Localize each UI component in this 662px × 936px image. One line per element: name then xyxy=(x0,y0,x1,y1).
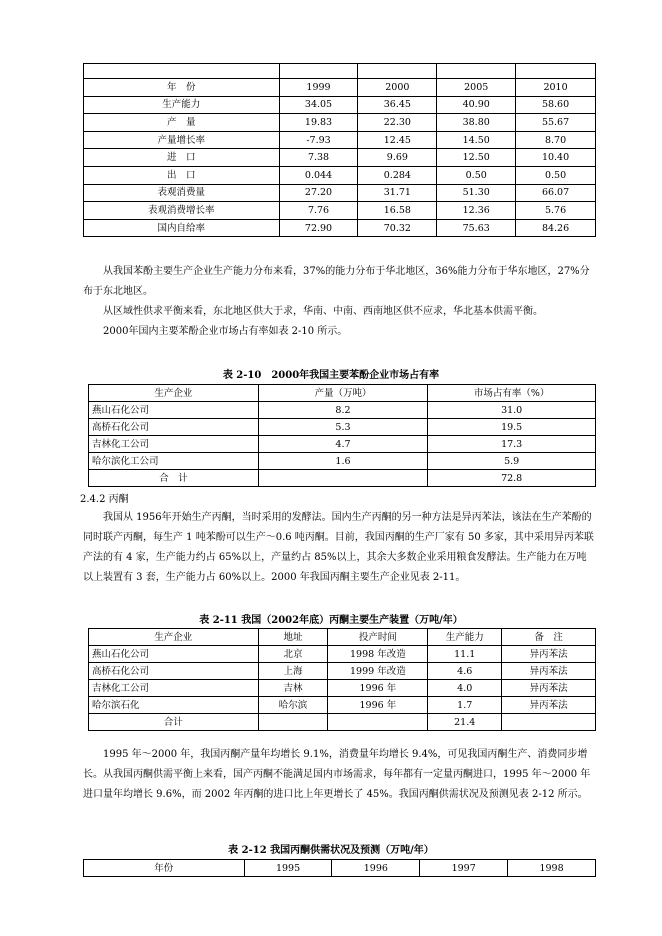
table-cell xyxy=(328,714,428,731)
table-cell: 36.45 xyxy=(358,96,437,114)
table-cell: 38.80 xyxy=(437,114,516,132)
table-row xyxy=(84,202,596,220)
table-cell: 11.1 xyxy=(428,646,502,663)
table-row xyxy=(89,646,596,663)
table-cell: 哈尔滨 xyxy=(258,697,328,714)
table-cell: 84.26 xyxy=(516,219,596,237)
table-cell: 异丙苯法 xyxy=(502,646,596,663)
table-cell: 7.76 xyxy=(279,202,358,220)
header-cell: 2010 xyxy=(516,79,596,97)
table-header-row xyxy=(89,385,596,402)
row-label: 表观消费量 xyxy=(84,184,280,202)
header-cell: 生产能力 xyxy=(428,629,502,646)
table-cell: 12.45 xyxy=(358,131,437,149)
paragraph: 1995 年～2000 年，我国丙酮产量年均增长 9.1%，消费量年均增长 9.4%，可见我国丙酮生产、消费同步增长。从我国丙酮供需平衡上来看，国产丙酮不能满足国内市场需求，每年都有一定量丙酮进口，1995 年～2000 年进口量年均增长 9.6%，而 2002 年丙酮的进口比上年更增长了 45%。我国丙酮供需状况及预测见表 2-12 所示。 xyxy=(83,749,591,800)
header-cell: 投产时间 xyxy=(328,629,428,646)
table-row xyxy=(84,114,596,132)
header-cell: 产量（万吨） xyxy=(258,385,428,402)
table-cell: 14.50 xyxy=(437,131,516,149)
table-row xyxy=(89,402,596,419)
header-cell: 1995 xyxy=(244,860,332,877)
row-label: 产量增长率 xyxy=(84,131,280,149)
table-cell: 北京 xyxy=(258,646,328,663)
table-cell: -7.93 xyxy=(279,131,358,149)
table-row xyxy=(84,149,596,167)
row-label: 哈尔滨化工公司 xyxy=(89,453,259,470)
table-cell: 22.30 xyxy=(358,114,437,132)
table-caption: 表 2-12 我国丙酮供需状况及预测（万吨/年） xyxy=(228,845,434,856)
phenol-distribution-text xyxy=(83,262,596,342)
table-row xyxy=(89,663,596,680)
header-cell: 备 注 xyxy=(502,629,596,646)
table-cell: 51.30 xyxy=(437,184,516,202)
table-cell: 0.044 xyxy=(279,166,358,184)
header-cell: 生产企业 xyxy=(89,629,259,646)
table-blank-row xyxy=(84,64,596,79)
table-cell: 吉林 xyxy=(258,680,328,697)
table-cell: 1.7 xyxy=(428,697,502,714)
table-row xyxy=(89,453,596,470)
table-cell: 0.50 xyxy=(516,166,596,184)
table-cell: 10.40 xyxy=(516,149,596,167)
header-cell: 1997 xyxy=(420,860,508,877)
table-cell: 40.90 xyxy=(437,96,516,114)
header-cell: 2005 xyxy=(437,79,516,97)
table-cell: 75.63 xyxy=(437,219,516,237)
table-cell: 1998 年改造 xyxy=(328,646,428,663)
table-cell: 19.83 xyxy=(279,114,358,132)
phenol-market-share-table xyxy=(88,384,596,487)
row-label: 吉林化工公司 xyxy=(89,436,259,453)
table-row xyxy=(84,184,596,202)
row-label: 燕山石化公司 xyxy=(89,646,259,663)
acetone-intro-text xyxy=(83,508,596,588)
header-cell: 1996 xyxy=(332,860,420,877)
paragraph: 从区域性供求平衡来看，东北地区供大于求，华南、中南、西南地区供不应求，华北基本供需平衡。 xyxy=(103,306,543,317)
table-cell: 55.67 xyxy=(516,114,596,132)
row-label: 生产能力 xyxy=(84,96,280,114)
table-cell: 21.4 xyxy=(428,714,502,731)
table-cell: 72.8 xyxy=(428,470,596,487)
table-cell: 9.69 xyxy=(358,149,437,167)
row-label: 合 计 xyxy=(89,470,259,487)
row-label: 燕山石化公司 xyxy=(89,402,259,419)
paragraph: 2000年国内主要苯酚企业市场占有率如表 2-10 所示。 xyxy=(103,326,348,337)
section-heading: 2.4.2 丙酮 xyxy=(80,494,129,505)
acetone-producers-table xyxy=(88,628,596,731)
table-header-row xyxy=(84,79,596,97)
row-label: 出 口 xyxy=(84,166,280,184)
table-cell: 12.50 xyxy=(437,149,516,167)
table-row xyxy=(89,680,596,697)
table-cell: 5.3 xyxy=(258,419,428,436)
paragraph: 从我国苯酚主要生产企业生产能力分布来看，37%的能力分布于华北地区，36%能力分布于华东地区，27%分布于东北地区。 xyxy=(83,266,590,297)
table-caption: 表 2-11 我国（2002年底）丙酮主要生产装置（万吨/年） xyxy=(199,615,463,626)
table-header-row xyxy=(84,860,596,877)
header-cell: 生产企业 xyxy=(89,385,259,402)
table-cell xyxy=(502,714,596,731)
table-cell: 66.07 xyxy=(516,184,596,202)
table-row xyxy=(89,436,596,453)
table-row xyxy=(84,166,596,184)
table-header-row xyxy=(89,629,596,646)
header-cell: 年 份 xyxy=(84,79,280,97)
table-cell: 31.0 xyxy=(428,402,596,419)
table-cell: 4.6 xyxy=(428,663,502,680)
table-cell: 异丙苯法 xyxy=(502,697,596,714)
row-label: 高桥石化公司 xyxy=(89,663,259,680)
row-label: 进 口 xyxy=(84,149,280,167)
table-cell: 19.5 xyxy=(428,419,596,436)
row-label: 吉林化工公司 xyxy=(89,680,259,697)
table-cell: 1996 年 xyxy=(328,697,428,714)
header-cell: 2000 xyxy=(358,79,437,97)
table-cell: 0.50 xyxy=(437,166,516,184)
row-label: 产 量 xyxy=(84,114,280,132)
row-label: 国内自给率 xyxy=(84,219,280,237)
table-cell: 27.20 xyxy=(279,184,358,202)
row-label: 哈尔滨石化 xyxy=(89,697,259,714)
table-cell: 16.58 xyxy=(358,202,437,220)
header-cell: 年份 xyxy=(84,860,245,877)
table-cell: 5.9 xyxy=(428,453,596,470)
table-cell: 17.3 xyxy=(428,436,596,453)
table-cell: 异丙苯法 xyxy=(502,663,596,680)
header-cell: 地址 xyxy=(258,629,328,646)
table-cell: 31.71 xyxy=(358,184,437,202)
table-cell: 8.2 xyxy=(258,402,428,419)
table-row xyxy=(89,697,596,714)
table-cell: 7.38 xyxy=(279,149,358,167)
acetone-supply-text xyxy=(83,745,596,805)
table-cell: 4.7 xyxy=(258,436,428,453)
table-row xyxy=(84,96,596,114)
table-cell: 70.32 xyxy=(358,219,437,237)
table-cell: 58.60 xyxy=(516,96,596,114)
table-caption: 表 2-10 2000年我国主要苯酚企业市场占有率 xyxy=(222,370,440,381)
table-cell: 8.70 xyxy=(516,131,596,149)
header-cell: 1998 xyxy=(508,860,596,877)
table-cell: 34.05 xyxy=(279,96,358,114)
acetone-forecast-table xyxy=(83,859,596,877)
table-row xyxy=(84,131,596,149)
table-row xyxy=(84,219,596,237)
table-cell: 1999 年改造 xyxy=(328,663,428,680)
table-cell: 5.76 xyxy=(516,202,596,220)
row-label: 高桥石化公司 xyxy=(89,419,259,436)
table-total-row xyxy=(89,714,596,731)
table-cell xyxy=(258,714,328,731)
row-label: 合计 xyxy=(89,714,259,731)
table-total-row xyxy=(89,470,596,487)
table-row xyxy=(89,419,596,436)
table-cell: 0.284 xyxy=(358,166,437,184)
paragraph: 我国从 1956年开始生产丙酮，当时采用的发酵法。国内生产丙酮的另一种方法是异丙苯法，该法在生产苯酚的同时联产丙酮，每生产 1 吨苯酚可以生产～0.6 吨丙酮。目前，我国丙酮的生产厂家有 50 多家，其中采用异丙苯联产法的有 4 家，生产能力约占 65%以上，产量约占 85%以上，其余大多数企业采用粮食发酵法。生产能力在万吨以上装置有 3 套，生产能力占 60%以上。2000 年我国丙酮主要生产企业见表 2-11。 xyxy=(83,512,594,583)
table-cell: 1996 年 xyxy=(328,680,428,697)
table-cell: 4.0 xyxy=(428,680,502,697)
table-cell: 72.90 xyxy=(279,219,358,237)
table-cell: 1.6 xyxy=(258,453,428,470)
header-cell: 市场占有率（%） xyxy=(428,385,596,402)
supply-demand-table xyxy=(83,63,596,237)
row-label: 表观消费增长率 xyxy=(84,202,280,220)
table-cell: 12.36 xyxy=(437,202,516,220)
header-cell: 1999 xyxy=(279,79,358,97)
table-cell xyxy=(258,470,428,487)
table-cell: 上海 xyxy=(258,663,328,680)
table-cell: 异丙苯法 xyxy=(502,680,596,697)
